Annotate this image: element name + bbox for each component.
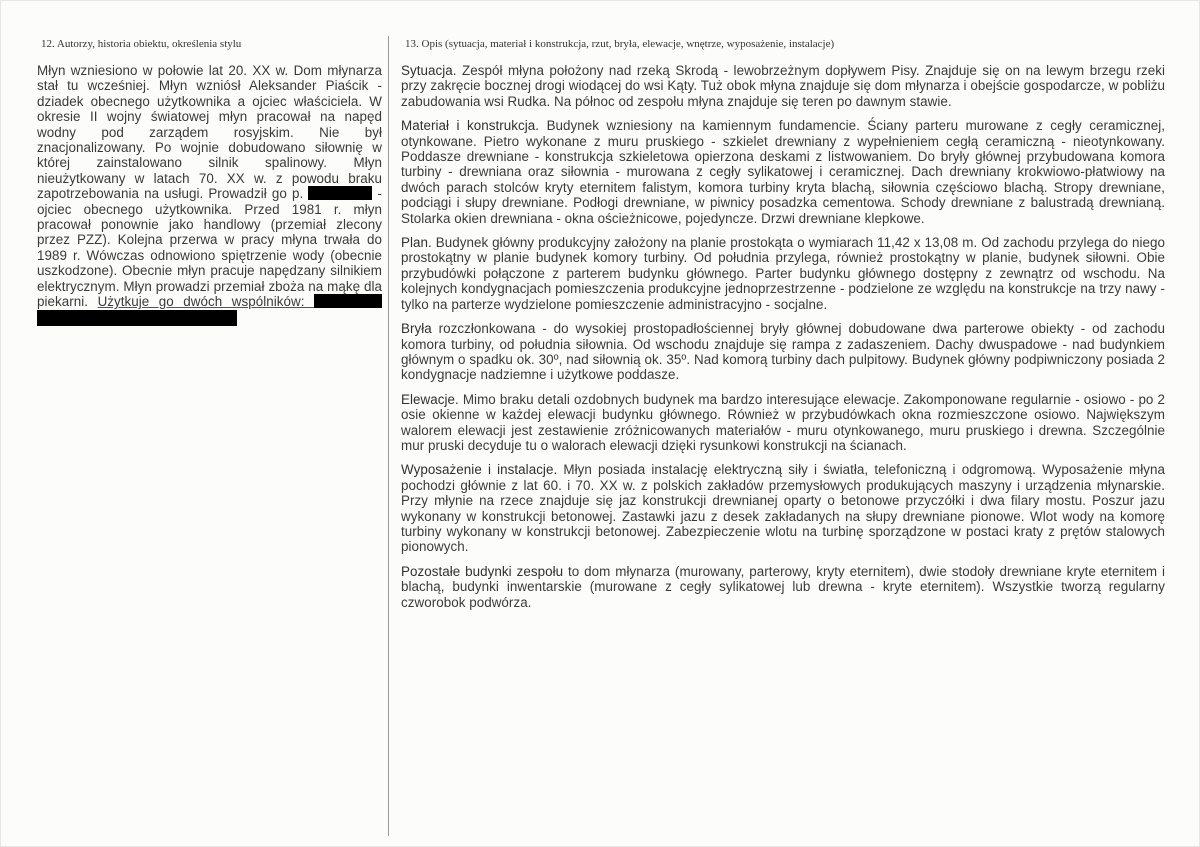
paragraph-lead: Bryła — [401, 321, 432, 337]
paragraph-lead: Wyposażenie i instalacje. — [401, 462, 558, 478]
history-text-part-2: - ojciec obecnego użytkownika. Przed 1981 r. młyn pracował ponownie jako handlowy (przemiał zlecony przez PZZ). Kolejna przerwa w pracy młyna trwała do 1989 r. Wówczas odnowiono spiętrzenie wody (obecnie uszkodzone). Obecnie młyn pracuje napędzany silnikiem elektrycznym. Młyn prowadzi przemiał zboża na mąkę dla piekarni. — [37, 186, 382, 310]
section-13-header: 13. Opis (sytuacja, materiał i konstrukcja, rzut, bryła, elewacje, wnętrze, wyposażenie, instalacje) — [405, 38, 835, 50]
paragraph-elewacje — [401, 392, 1165, 454]
column-divider — [388, 36, 389, 836]
paragraph-text: Budynek wzniesiony na kamiennym fundamencie. Ściany parteru murowane z cegły ceramicznej, otynkowane. Pietro wykonane z muru pruskiego - szkielet drewniany z wypełnieniem cegłą ceramiczną - nieotynkowany. Poddasze drewniane - konstrukcja szkieletowa opierzona deskami z listwowaniem. Do bryły głównej przybudowana komora turbiny - drewniana oraz siłownia - murowana z cegły sylikatowej i ceramicznej. Dach drewniany krokwiowo-płatwiowy na dwóch parach stolców kryty eternitem falistym, komora turbiny kryta blachą, siłownia częściowo blachą. Stropy drewniane, podciągi i słupy drewniane. Podłogi drewniane, w piwnicy posadzka cementowa. Schody drewniane z balustradą drewnianą. Stolarka okien drewniana - okna ościeżnicowe, pojedyncze. Drzwi drewniane klepkowe. — [401, 118, 1165, 226]
paragraph-lead: Plan. — [401, 235, 432, 251]
paragraph-material — [401, 118, 1165, 226]
paragraph-lead: Elewacje. — [401, 391, 459, 407]
history-text-part-1: Młyn wzniesiono w połowie lat 20. XX w. Dom młynarza stał tu wcześniej. Młyn wzniósł Aleksander Piaścik - dziadek obecnego użytkownika a ojciec właściciela. W okresie II wojny światowej młyn pracował na napęd wodny pod zarządem rosyjskim. Nie był znacjonalizowany. Po wojnie dobudowano siłownię w której zainstalowano silnik spalinowy. Młyn nieużytkowany w latach 70. XX w. z powodu braku zapotrzebowania na usługi. Prowadził go p. — [37, 63, 382, 202]
history-text-part-3: Użytkuje go dwóch wspólników: — [97, 294, 314, 310]
paragraph-pozostale — [401, 564, 1165, 610]
paragraph-wyposazenie — [401, 462, 1165, 554]
paragraph-text: rozczłonkowana - do wysokiej prostopadłościennej bryły głównej dobudowane dwa parterowe obiekty - od zachodu komora turbiny, od południa siłownia. Od wschodu znajduje się rampa z zadaszeniem. Dachy dwuspadowe - nad budynkiem głównym o spadku ok. 30º, nad siłownią ok. 35º. Nad komorą turbiny dach pulpitowy. Budynek główny podpiwniczony posiada 2 kondygnacje nadziemne i użytkowe poddasze. — [401, 321, 1165, 383]
paragraph-text: Zespół młyna położony nad rzeką Skrodą - lewobrzeżnym dopływem Pisy. Znajduje się on na lewym brzegu rzeki przy zakręcie bocznej drogi wiodącej do wsi Kąty. Tuż obok młyna znajduje się dom młynarza i obejście gospodarcze, w pobliżu zabudowania wsi Rudka. Na północ od zespołu młyna znajduje się teren po dawnym stawie. — [401, 63, 1165, 109]
paragraph-sytuacja — [401, 63, 1165, 109]
section-12-header: 12. Autorzy, historia obiektu, określenia stylu — [41, 38, 242, 50]
history-text — [37, 63, 382, 327]
paragraph-lead: Sytuacja. — [401, 63, 457, 78]
paragraph-plan — [401, 235, 1165, 312]
paragraph-text: Młyn posiada instalację elektryczną siły i światła, telefoniczną i odgromową. Wyposażenie młyna pochodzi głównie z lat 60. i 70. XX w. z polskich zakładów przemysłowych produkujących maszyny i urządzenia młynarskie. Przy młynie na rzece znajduje się jaz konstrukcji drewnianej oparty o betonowe przyczółki i dwa filary mostu. Poszur jazu wykonany w konstrukcji betonowej. Zastawki jazu z desek zakładanych na słupy drewniane pionowe. Wlot wody na komorę turbiny wykonany w konstrukcji betonowej. Zabezpieczenie wlotu na turbinę sporządzone w postaci kraty z prętów stalowych pionowych. — [401, 462, 1165, 555]
paragraph-text: Mimo braku detali ozdobnych budynek ma bardzo interesujące elewacje. Zakomponowane regularnie - osiowo - po 2 osie okienne w każdej elewacji budynku głównego. Również w przybudówkach okna rozmieszczone osiowo. Największym walorem elewacji jest zestawienie zróżnicowanych materiałów - muru otynkowanego, muru pruskiego i drewna. Szczególnie mur pruski decyduje tu o walorach elewacji dzięki rysunkowi konstrukcji na ścianach. — [401, 391, 1165, 453]
paragraph-lead: Pozostałe budynki zespołu — [401, 563, 564, 579]
paragraph-text: to dom młynarza (murowany, parterowy, kryty eternitem), dwie stodoły drewniane kryte eternitem i blachą, budynki inwentarskie (murowane z cegły sylikatowej lub drewna - kryte eternitem). Wszystkie tworzą regularny czworobok podwórza. — [401, 563, 1165, 610]
left-column — [37, 38, 382, 327]
right-column — [401, 38, 1165, 619]
redacted-name-1 — [308, 186, 372, 200]
paragraph-bryla — [401, 321, 1165, 383]
paragraph-lead: Materiał i konstrukcja. — [401, 118, 540, 134]
redacted-name-3 — [37, 310, 237, 326]
redacted-name-2 — [314, 294, 382, 308]
paragraph-text: Budynek główny produkcyjny założony na planie prostokąta o wymiarach 11,42 x 13,08 m. Od zachodu przylega do niego prostokątny w planie budynek komory turbiny. Od południa przylega, również prostokątny w planie, budynek siłowni. Obie przybudówki połączone z parterem budynku głównego. Parter budynku głównego dostępny z zewnątrz od wschodu. Na kolejnych kondygnacjach pomieszczenia produkcyjne jednoprzestrzenne - podzielone ze względu na konstrukcje na trzy nawy - tylko na parterze wydzielone pomieszczenie administracyjno - socjalne. — [401, 235, 1165, 312]
